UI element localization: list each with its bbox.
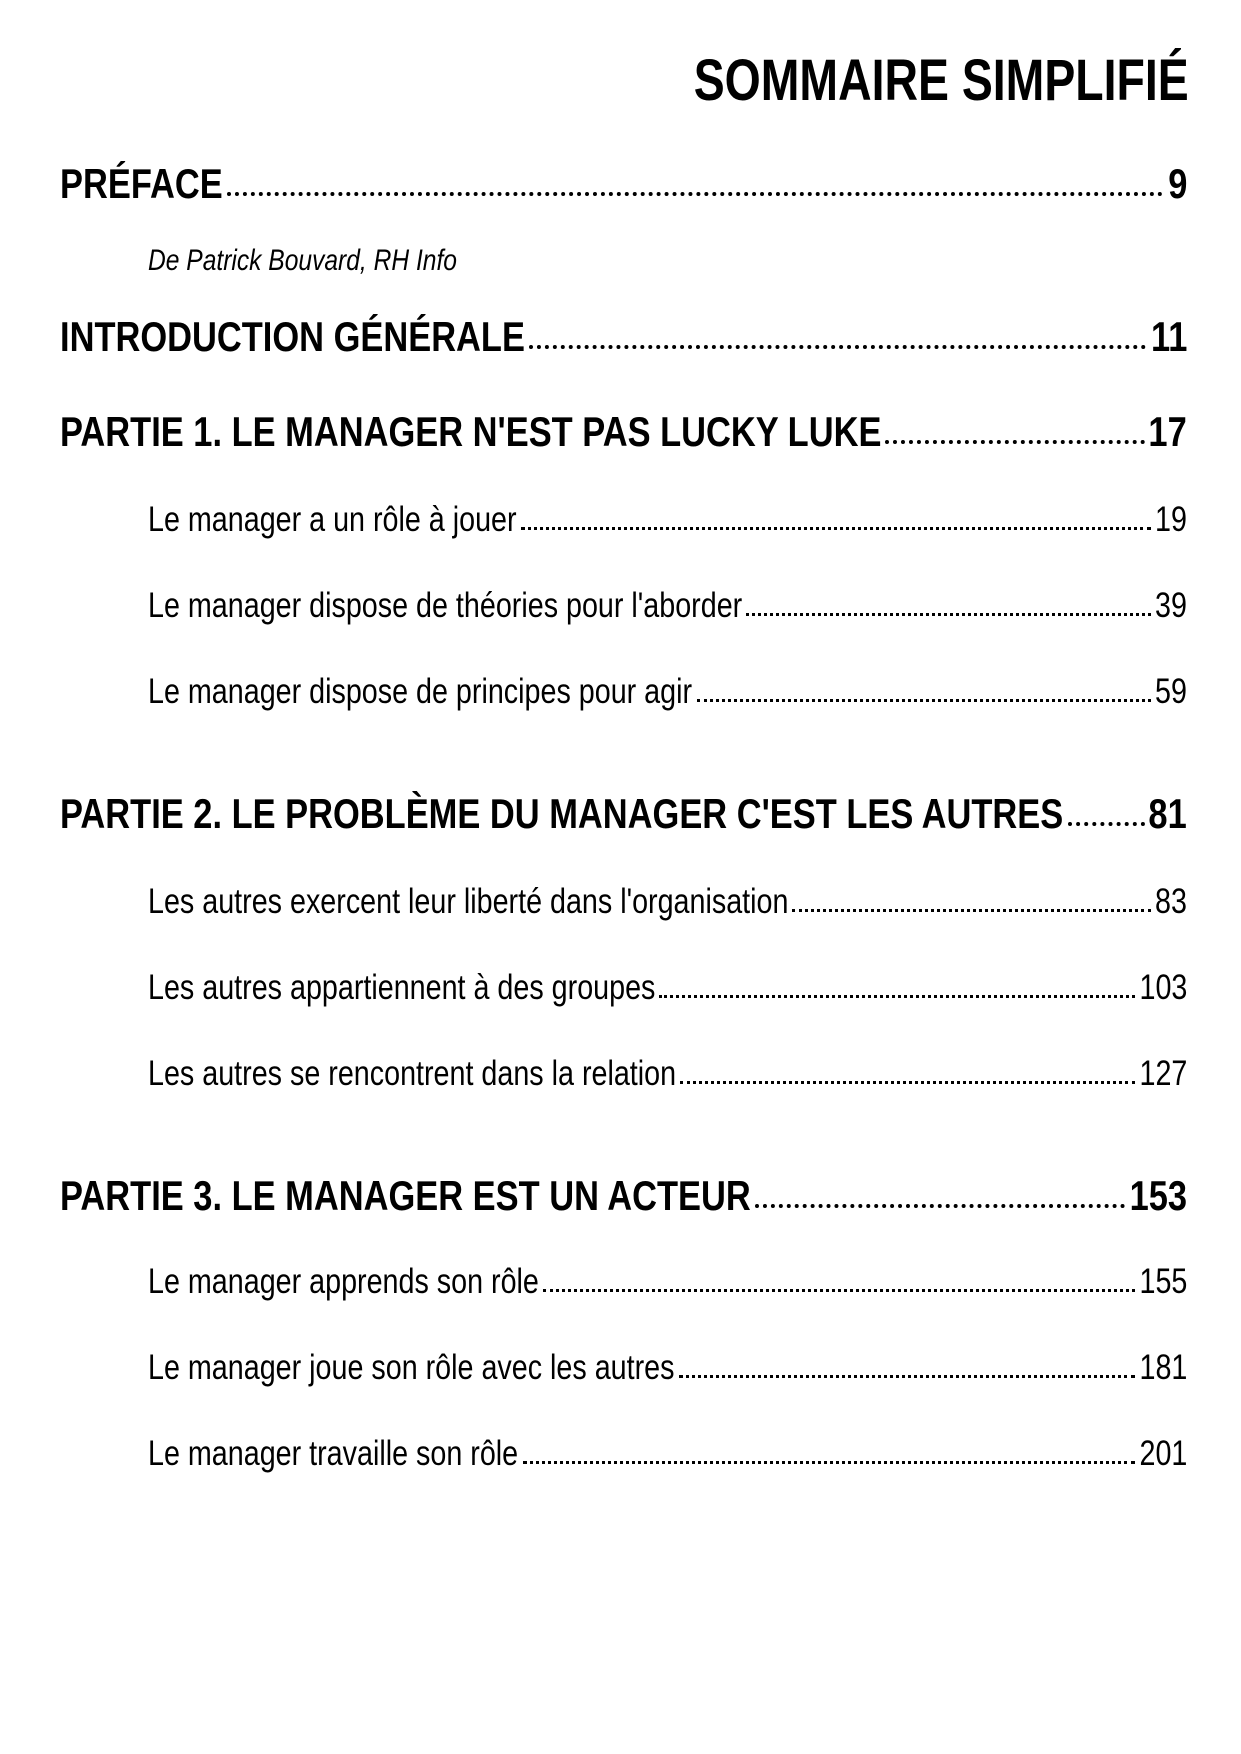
toc-entry-text: Les autres appartiennent à des groupes xyxy=(148,968,656,1007)
leader-dots xyxy=(521,527,1151,530)
leader-dots xyxy=(543,1289,1135,1292)
toc-entry-page: 181 xyxy=(1139,1348,1187,1387)
leader-dots xyxy=(792,909,1151,912)
leader-dots xyxy=(529,345,1146,349)
toc-entry-text: Le manager dispose de théories pour l'aborder xyxy=(148,586,743,625)
toc-entry-text: Le manager apprends son rôle xyxy=(148,1262,539,1301)
leader-dots xyxy=(680,1081,1135,1084)
toc-entry-text: Les autres exercent leur liberté dans l'organisation xyxy=(148,882,789,921)
toc-entry-page: 155 xyxy=(1139,1262,1187,1301)
toc-subentry xyxy=(148,1434,1187,1474)
toc-entry-page: 11 xyxy=(1150,313,1187,360)
preface-author: De Patrick Bouvard, RH Info xyxy=(148,244,457,277)
leader-dots xyxy=(885,440,1145,444)
leader-dots xyxy=(523,1461,1135,1464)
leader-dots xyxy=(679,1375,1135,1378)
toc-subentry xyxy=(148,882,1187,922)
toc-entry-text: PARTIE 2. LE PROBLÈME DU MANAGER C'EST LES AUTRES xyxy=(60,790,1064,837)
toc-entry-page: 103 xyxy=(1139,968,1187,1007)
leader-dots xyxy=(1068,822,1145,826)
toc-entry-page: 153 xyxy=(1129,1172,1187,1219)
leader-dots xyxy=(697,699,1152,702)
toc-entry-page: 81 xyxy=(1148,790,1187,837)
toc-entry-page: 201 xyxy=(1139,1434,1187,1473)
toc-entry-page: 39 xyxy=(1155,586,1187,625)
leader-dots xyxy=(659,995,1135,998)
toc-entry-text: Le manager travaille son rôle xyxy=(148,1434,519,1473)
page-title: SOMMAIRE SIMPLIFIÉ xyxy=(694,48,1189,113)
toc-entry-text: Les autres se rencontrent dans la relation xyxy=(148,1054,677,1093)
toc-entry-part-1 xyxy=(60,408,1187,456)
toc-entry-page: 127 xyxy=(1139,1054,1187,1093)
toc-entry-part-3 xyxy=(60,1172,1187,1220)
toc-subentry xyxy=(148,500,1187,540)
toc-subentry xyxy=(148,672,1187,712)
toc-subentry xyxy=(148,1262,1187,1302)
toc-entry-text: PRÉFACE xyxy=(60,160,223,207)
toc-entry-preface xyxy=(60,160,1187,208)
toc-entry-page: 83 xyxy=(1155,882,1187,921)
toc-entry-text: Le manager a un rôle à jouer xyxy=(148,500,517,539)
leader-dots xyxy=(755,1204,1125,1208)
toc-subentry xyxy=(148,586,1187,626)
toc-entry-page: 17 xyxy=(1148,408,1187,455)
toc-entry-text: Le manager joue son rôle avec les autres xyxy=(148,1348,675,1387)
toc-entry-page: 9 xyxy=(1167,160,1187,207)
toc-subentry xyxy=(148,968,1187,1008)
leader-dots xyxy=(746,613,1151,616)
leader-dots xyxy=(227,192,1163,196)
toc-entry-text: PARTIE 3. LE MANAGER EST UN ACTEUR xyxy=(60,1172,751,1219)
toc-subentry xyxy=(148,1054,1187,1094)
toc-entry-text: Le manager dispose de principes pour agir xyxy=(148,672,693,711)
toc-entry-part-2 xyxy=(60,790,1187,838)
toc-entry-text: INTRODUCTION GÉNÉRALE xyxy=(60,313,525,360)
toc-entry-introduction xyxy=(60,313,1187,361)
toc-entry-page: 19 xyxy=(1155,500,1187,539)
toc-entry-page: 59 xyxy=(1155,672,1187,711)
toc-subentry xyxy=(148,1348,1187,1388)
toc-entry-text: PARTIE 1. LE MANAGER N'EST PAS LUCKY LUKE xyxy=(60,408,882,455)
